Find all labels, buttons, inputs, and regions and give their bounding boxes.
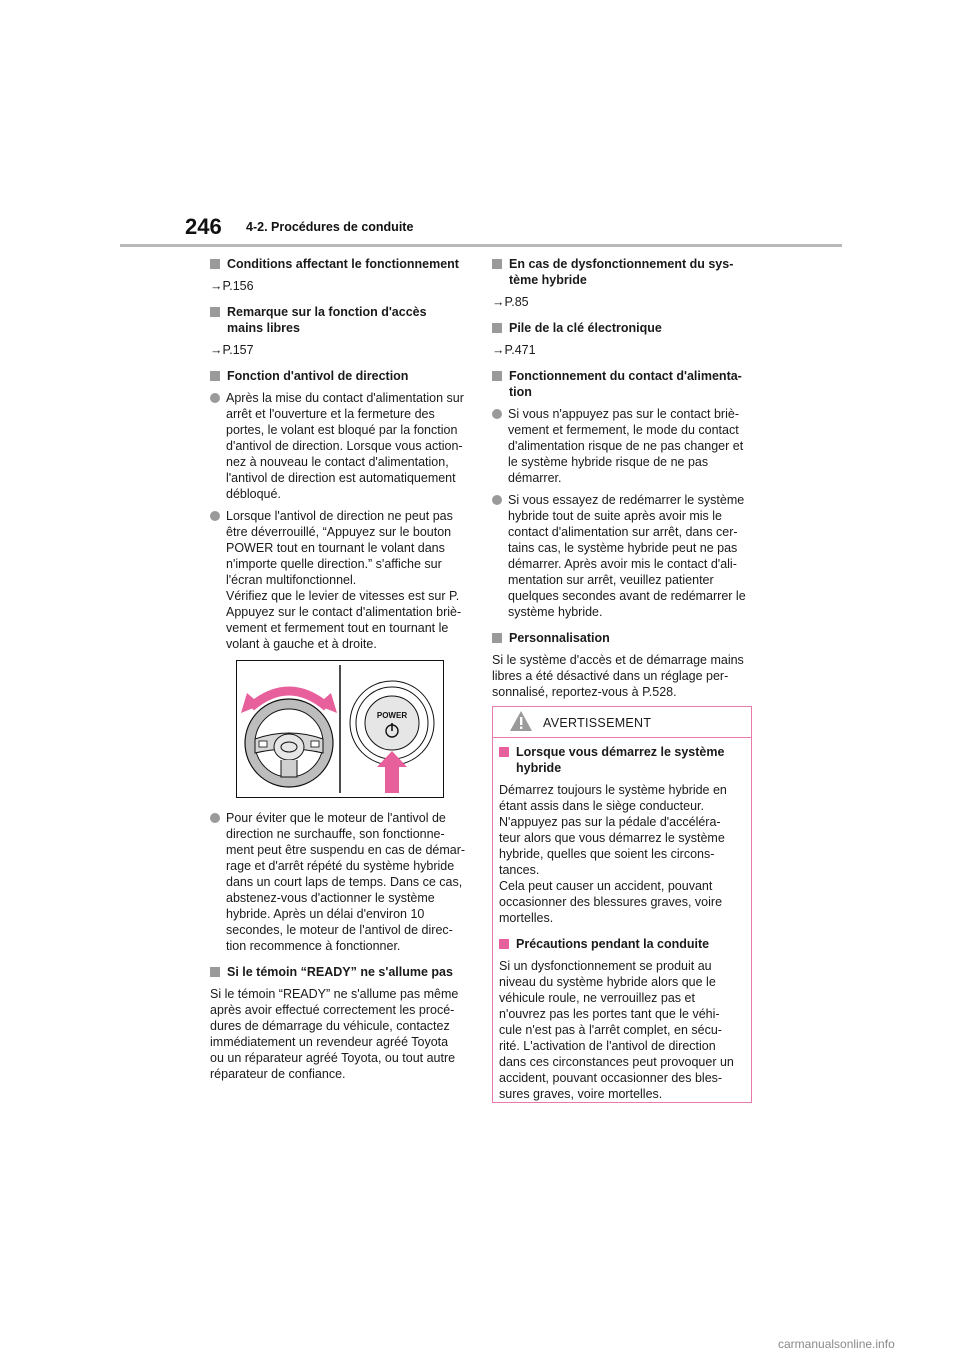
bullet-paragraph: Si vous n'appuyez pas sur le contact briè- vement et fermement, le mode du contact d'alimentation risque de ne pas changer et le système hybride risque de ne pas démarrer.: [492, 406, 752, 486]
round-bullet-icon: [492, 409, 502, 419]
round-bullet-icon: [210, 393, 220, 403]
warning-title: AVERTISSEMENT: [543, 716, 652, 730]
warning-header: [493, 707, 751, 738]
warning-body: [493, 738, 751, 1102]
steering-wheel-power-button-figure: [237, 661, 443, 797]
square-bullet-icon: [492, 371, 502, 381]
section-heading: Remarque sur la fonction d'accès mains libres: [210, 304, 470, 336]
page-number: 246: [185, 214, 222, 239]
right-column: [492, 256, 752, 710]
steering-wheel-icon: [245, 699, 333, 787]
left-column: [210, 256, 470, 1092]
page-reference: →P.157: [210, 343, 254, 357]
round-bullet-icon: [492, 495, 502, 505]
square-bullet-icon: [492, 323, 502, 333]
bullet-paragraph: Pour éviter que le moteur de l'antivol de direction ne surchauffe, son fonctionne- ment peut être suspendu en cas de démar- rage et d'arrêt répété du système hybride dans un court laps de temps. Dans ce cas, abstenez-vous d'actionner le système hybride. Après un délai d'environ 10 secondes, le moteur de l'antivol de direc- tion recommence à fonctionner.: [210, 810, 470, 954]
paragraph: Si un dysfonctionnement se produit au niveau du système hybride alors que le véhicule roule, ne verrouillez pas et n'ouvrez pas les portes tant que le véhi- cule n'est pas à l'arrêt complet, en sécu- rité. L'activation de l'antivol de direction dans ces circonstances peut provoquer un accident, pouvant occasionner des bles- sures graves, voire mortelles.: [499, 959, 734, 1101]
section-heading: Personnalisation: [492, 630, 752, 646]
paragraph: Si le témoin “READY” ne s'allume pas même après avoir effectué correctement les procé- dures de démarrage du véhicule, contactez immédiatement un revendeur agréé Toyota ou un réparateur agréé Toyota, ou tout autre réparateur de confiance.: [210, 987, 459, 1081]
square-bullet-icon: [499, 747, 509, 757]
page-reference: →P.85: [492, 295, 529, 309]
section-heading: Fonctionnement du contact d'alimenta- tion: [492, 368, 752, 400]
bullet-paragraph: Après la mise du contact d'alimentation sur arrêt et l'ouverture et la fermeture des portes, le volant est bloqué par la fonction d'antivol de direction. Lorsque vous action- nez à nouveau le contact d'alimentation, l'antivol de direction est automatiquement débloqué.: [210, 390, 470, 502]
square-bullet-icon: [492, 633, 502, 643]
section-heading: Pile de la clé électronique: [492, 320, 752, 336]
section-heading: Lorsque vous démarrez le système hybride: [499, 744, 747, 776]
square-bullet-icon: [210, 371, 220, 381]
section-heading: Fonction d'antivol de direction: [210, 368, 470, 384]
steering-lock-illustration: [236, 660, 444, 798]
section-heading: Précautions pendant la conduite: [499, 936, 747, 952]
power-label: POWER: [376, 711, 408, 720]
bullet-paragraph: Lorsque l'antivol de direction ne peut pas être déverrouillé, “Appuyez sur le bouton POWER tout en tournant le volant dans n'importe quelle direction.” s'affiche sur l'écran multifonctionnel. Vérifiez que le levier de vitesses est sur P. Appuyez sur le contact d'alimentation briè- vement et fermement tout en tournant le volant à gauche et à droite.: [210, 508, 470, 652]
paragraph: Démarrez toujours le système hybride en étant assis dans le siège conducteur. N'appuyez pas sur la pédale d'accéléra- teur alors que vous démarrez le système hybride, quelles que soient les circons- tances. Cela peut causer un accident, pouvant occasionner des blessures graves, voire mortelles.: [499, 783, 727, 925]
warning-box: [492, 706, 752, 1103]
round-bullet-icon: [210, 813, 220, 823]
bullet-paragraph: Si vous essayez de redémarrer le système hybride tout de suite après avoir mis le contact d'alimentation sur arrêt, dans cer- tains cas, le système hybride peut ne pas démarrer. Après avoir mis le contact d'ali- mentation sur arrêt, veuillez patienter quelques secondes avant de redémarrer le système hybride.: [492, 492, 752, 620]
square-bullet-icon: [499, 939, 509, 949]
chapter-title: 4-2. Procédures de conduite: [246, 220, 414, 234]
header-rule: [120, 244, 842, 247]
section-heading: En cas de dysfonctionnement du sys- tème hybride: [492, 256, 752, 288]
square-bullet-icon: [210, 967, 220, 977]
paragraph: Si le système d'accès et de démarrage mains libres a été désactivé dans un réglage per- sonnalisé, reportez-vous à P.528.: [492, 653, 744, 699]
warning-triangle-icon: [509, 710, 533, 732]
page-reference: →P.471: [492, 343, 536, 357]
square-bullet-icon: [210, 307, 220, 317]
square-bullet-icon: [492, 259, 502, 269]
watermark-link[interactable]: carmanualsonline.info: [778, 1337, 895, 1351]
square-bullet-icon: [210, 259, 220, 269]
section-heading: Conditions affectant le fonctionnement: [210, 256, 470, 272]
section-heading: Si le témoin “READY” ne s'allume pas: [210, 964, 470, 980]
round-bullet-icon: [210, 511, 220, 521]
page-reference: →P.156: [210, 279, 254, 293]
